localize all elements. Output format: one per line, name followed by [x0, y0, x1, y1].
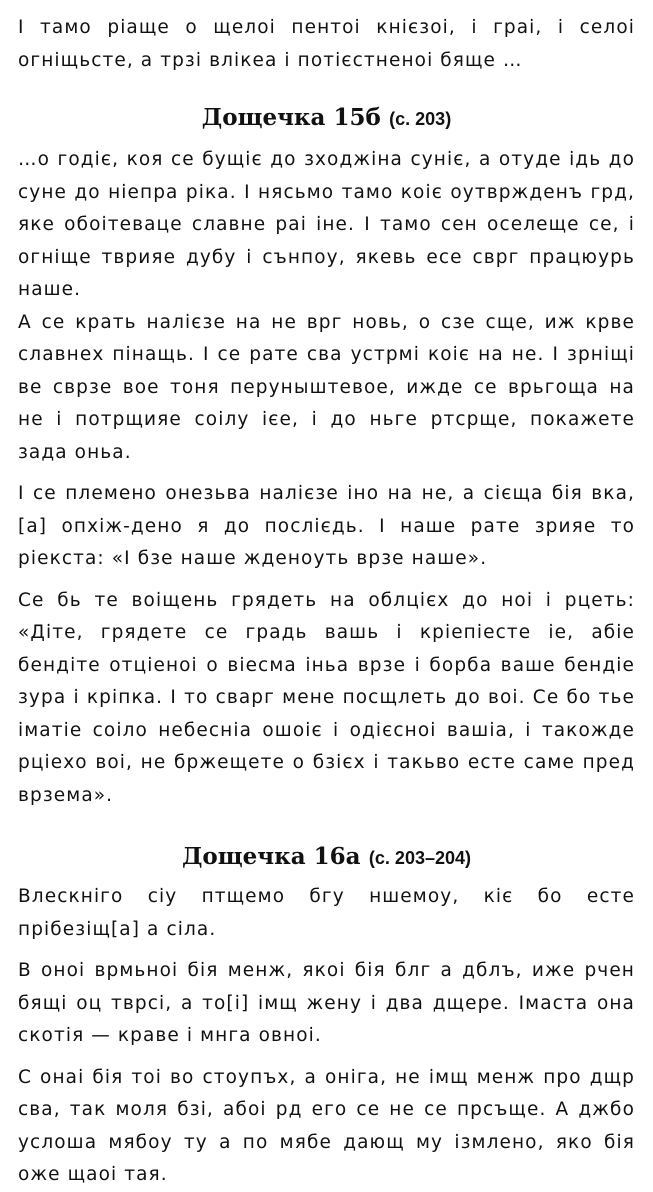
- paragraph: С онаі бія тоі во стоупъх, а оніга, не імщ менж про дщр сва, так моля бзі, абоі рд его се не се прсъще. А джбо услоша мябоу ту а по мябе дающ му ізмлено, яко бія оже щаоі тая.: [18, 1066, 635, 1185]
- section-title: Дощечка 15б: [201, 104, 381, 131]
- paragraph: Влескніго сіу птщемо бгу ншемоу, кіє бо есте прібезіщ[а] а сіла.: [18, 886, 635, 940]
- section-page-ref: (с. 203–204): [368, 848, 471, 868]
- section-heading-15b: [18, 101, 635, 135]
- paragraph: І се племено онезьва налієзе іно на не, а сієща бія вка, [а] опхіж-дено я до послієдь. І наше рате зрияе то ріекста: «І бзе наше жденоуть врзе наше».: [18, 483, 635, 569]
- section-page-ref: (с. 203): [389, 109, 452, 129]
- paragraph: В оноі врмьноі бія менж, якоі бія блг а дблъ, иже рчен бящі оц тврсі, а то[і] імщ жену і два дщере. Імаста она скотія — краве і мнга овноі.: [18, 960, 635, 1046]
- section-title: Дощечка 16а: [181, 843, 361, 870]
- section-heading-16a: [18, 840, 635, 874]
- paragraph: А се крать налієзе на не врг новь, о сзе сще, иж крве славнех пінащь. І се рате сва устрмі коіє на не. І зрніщі ве сврзе вое тоня перуныштевое, ижде се врьгоща на не і потрщияе соілу ієе, і до ньге ртсрще, покажете зада оньа.: [18, 311, 635, 463]
- paragraph: …о годіє, коя се бущіє до зходжіна суніє, а отуде ідь до суне до ніепра ріка. І нясьмо тамо коіє оутвржденъ грд, яке обоітеваце славне раі іне. І тамо сен оселеще се, і огніще тврияе дубу і сънпоу, якевь есе сврг працюурь наше.: [18, 149, 635, 300]
- intro-paragraph: І тамо ріаще о щелоі пентоі кнієзоі, і граі, і селоі огніщьсте, а трзі влікеа і потієстненоі бяще …: [18, 17, 635, 71]
- paragraph: Се бь те воіщень грядеть на облцієх до ноі і рцеть: «Діте, грядете се градь вашь і кріепіесте іе, абіе бендіте отціеноі о віесма іньа врзе і борба ваше бендіе зура і кріпка. І то сварг мене посщлеть до воі. Се бо тье іматіе соіло небесніа ошоіє і одієсноі вашіа, і такожде рціехо воі, не бржещете о бзієх і такьво есте саме пред врзема».: [18, 589, 635, 806]
